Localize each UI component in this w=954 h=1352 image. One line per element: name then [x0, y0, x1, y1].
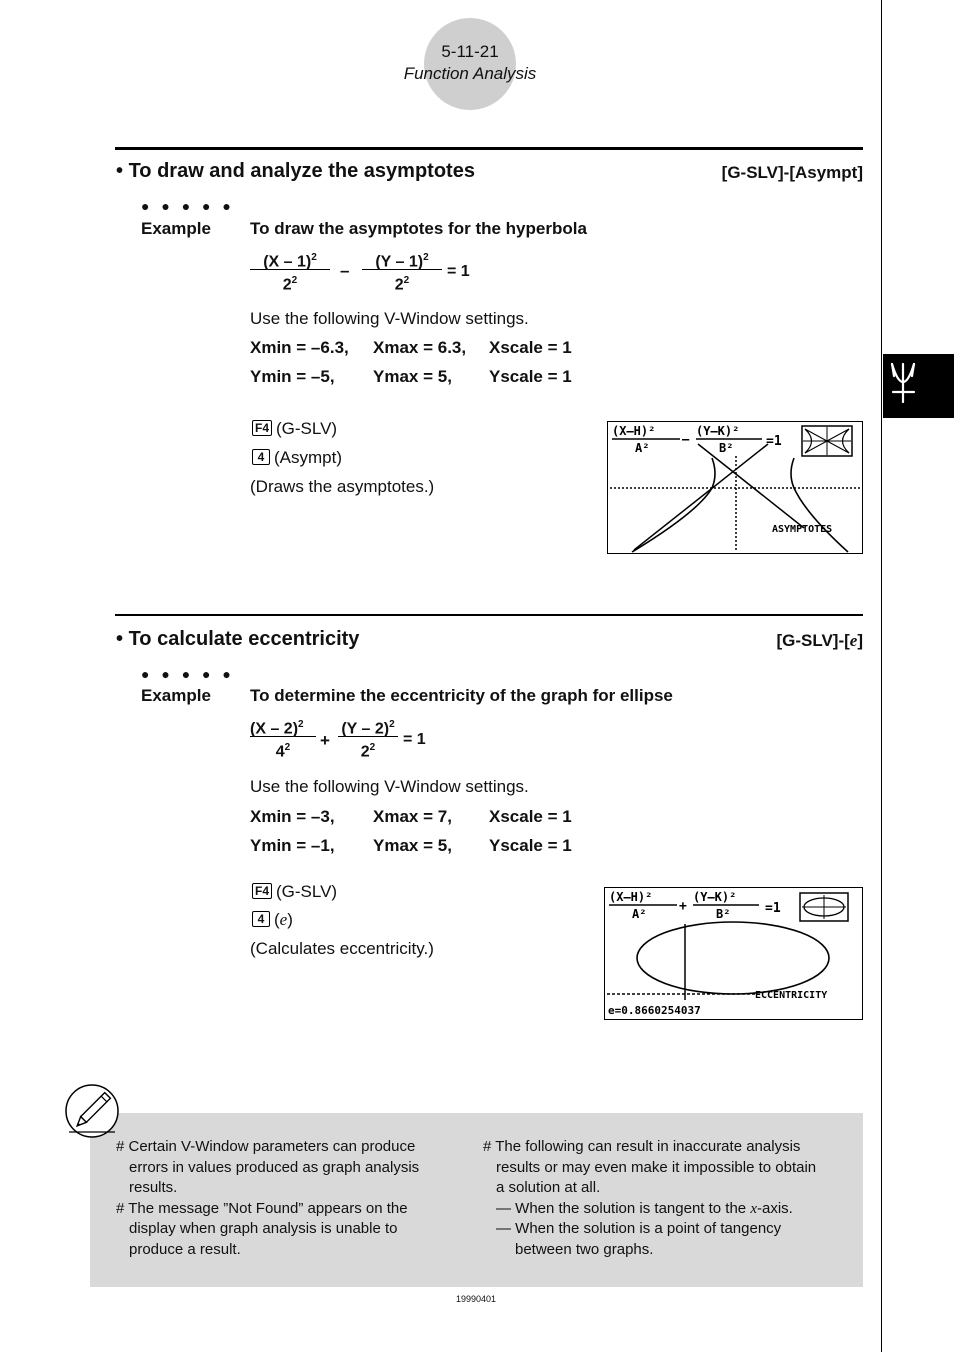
setting-xscale: Xscale = 1 — [489, 807, 572, 826]
margin-rule — [881, 0, 882, 1352]
digit-4-key: 4 — [252, 911, 270, 927]
step-2: 4 (e) — [252, 910, 293, 930]
section1-title: To draw and analyze the asymptotes — [128, 160, 475, 182]
section2-title: To calculate eccentricity — [128, 628, 360, 650]
note-text: -axis. — [757, 1199, 793, 1217]
digit-4-key: 4 — [252, 449, 270, 465]
eq2-fraction-left: $\frac{(X - 2)^2}{4^2}$ — [250, 714, 316, 759]
screen2-den-right: B² — [716, 907, 731, 921]
page-title: Function Analysis — [403, 64, 537, 83]
example-label: Example — [141, 219, 211, 238]
note-line — [483, 1199, 855, 1220]
example-dots: ● ● ● ● ● — [141, 666, 235, 682]
section1-rule — [115, 147, 863, 150]
f4-key: F4 — [252, 883, 272, 899]
eq1-rhs: = 1 — [447, 263, 470, 280]
note-line: — When the solution is a point of tangency — [496, 1220, 782, 1237]
section1-title-wrap — [116, 160, 475, 183]
chapter-tab-icon — [883, 354, 954, 418]
eq1-den-right: 2 — [394, 276, 404, 294]
setting-xmax: Xmax = 7, — [373, 807, 452, 826]
step-1 — [252, 882, 337, 902]
note-line: results or may even make it impossible to obtain — [496, 1158, 817, 1176]
example-label: Example — [141, 686, 211, 705]
eq2-rhs: = 1 — [403, 731, 426, 748]
asymptotes-graph — [608, 422, 862, 553]
eq2-fraction-right: $\frac{(Y - 2)^2}{2^2}$ — [338, 714, 398, 759]
eq2-num-right: (Y – 2) — [341, 720, 390, 738]
setting-ymax: Ymax = 5, — [373, 836, 452, 855]
eq1-num-left: (X – 1) — [263, 253, 312, 271]
bullet: • — [116, 628, 129, 650]
calculator-screen-eccentricity — [604, 887, 863, 1020]
eq1-fraction-left: $\frac{(X - 1)^2}{2^2}$ — [250, 247, 330, 292]
step-3-text: (Draws the asymptotes.) — [250, 477, 435, 496]
setting-ymin: Ymin = –1, — [250, 836, 335, 855]
setting-xmin: Xmin = –3, — [250, 807, 335, 826]
screen2-den-left: A² — [632, 907, 647, 921]
note-line: between two graphs. — [515, 1240, 654, 1258]
step-2-var: e — [279, 910, 288, 929]
f4-key: F4 — [252, 420, 272, 436]
eccentricity-graph — [605, 888, 862, 1019]
notes-left — [116, 1137, 466, 1260]
note-line: # The following can result in inaccurate analysis — [483, 1138, 801, 1155]
screen1-den-right: B² — [719, 441, 734, 455]
setting-xscale: Xscale = 1 — [489, 338, 572, 357]
screen1-den-left: A² — [635, 441, 650, 455]
screen2-rhs: =1 — [765, 901, 781, 916]
chapter-tab — [883, 354, 954, 418]
step-1 — [252, 419, 337, 439]
step-3-text: (Calculates eccentricity.) — [250, 939, 434, 958]
section2-key-suffix: ] — [857, 631, 863, 650]
note-line: a solution at all. — [496, 1179, 601, 1196]
footer-code: 19990401 — [455, 1294, 497, 1304]
screen2-num-left: (X–H)² — [609, 890, 653, 904]
setting-yscale: Yscale = 1 — [489, 367, 572, 386]
section2-key-prefix: [G-SLV]-[ — [776, 631, 850, 650]
setting-yscale: Yscale = 1 — [489, 836, 572, 855]
eq1-num-right: (Y – 1) — [375, 253, 424, 271]
note-line: # The message ”Not Found” appears on the — [116, 1199, 408, 1217]
settings-intro: Use the following V-Window settings. — [250, 777, 529, 796]
screen1-label: ASYMPTOTES — [772, 524, 833, 535]
section2-rule — [115, 614, 863, 616]
eq2-den-right: 2 — [360, 743, 370, 761]
pencil-icon — [63, 1083, 121, 1139]
step-1-text: (G-SLV) — [276, 419, 338, 438]
eq2-num-left: (X – 2) — [250, 720, 299, 738]
note-line: results. — [129, 1179, 178, 1196]
note-line: errors in values produced as graph analysis — [129, 1158, 420, 1176]
eq1-den-left: 2 — [282, 276, 292, 294]
step-1-text: (G-SLV) — [276, 882, 338, 901]
page-number: 5-11-21 — [441, 42, 499, 61]
example-instruction: To determine the eccentricity of the graph for ellipse — [250, 686, 673, 705]
screen2-label: ECCENTRICITY — [755, 990, 828, 1001]
setting-xmax: Xmax = 6.3, — [373, 338, 467, 357]
section2-key-var: e — [849, 631, 858, 650]
section1-key-path: [G-SLV]-[Asympt] — [721, 163, 863, 182]
note-var-x: x — [750, 1200, 757, 1217]
section2-key-path — [563, 631, 863, 651]
setting-ymax: Ymax = 5, — [373, 367, 452, 386]
settings-intro: Use the following V-Window settings. — [250, 309, 529, 328]
screen2-operator: + — [679, 899, 687, 914]
note-line: # Certain V-Window parameters can produce — [116, 1138, 416, 1155]
calculator-screen-asymptotes — [607, 421, 863, 554]
eq2-den-left: 4 — [275, 743, 285, 761]
screen1-operator: – — [682, 432, 690, 446]
screen1-num-right: (Y–K)² — [696, 424, 740, 438]
eq1-operator: – — [340, 261, 350, 280]
note-line: produce a result. — [129, 1240, 241, 1258]
step-2 — [252, 448, 342, 468]
screen1-num-left: (X–H)² — [612, 424, 656, 438]
eq2-operator: + — [320, 731, 330, 750]
screen1-rhs: =1 — [766, 434, 782, 449]
example-instruction: To draw the asymptotes for the hyperbola — [250, 219, 587, 238]
section2-title-wrap — [116, 628, 359, 651]
bullet: • — [116, 160, 129, 182]
screen2-num-right: (Y–K)² — [693, 890, 737, 904]
step-2-text: (Asympt) — [274, 448, 342, 467]
note-line: display when graph analysis is unable to — [129, 1220, 398, 1237]
setting-xmin: Xmin = –6.3, — [250, 338, 349, 357]
eq1-fraction-right: $\frac{(Y - 1)^2}{2^2}$ — [362, 247, 442, 292]
notes-right — [483, 1137, 855, 1260]
example-dots: ● ● ● ● ● — [141, 198, 235, 214]
setting-ymin: Ymin = –5, — [250, 367, 335, 386]
note-text: — When the solution is tangent to the — [496, 1199, 751, 1217]
screen2-result: e=0.8660254037 — [608, 1004, 701, 1017]
